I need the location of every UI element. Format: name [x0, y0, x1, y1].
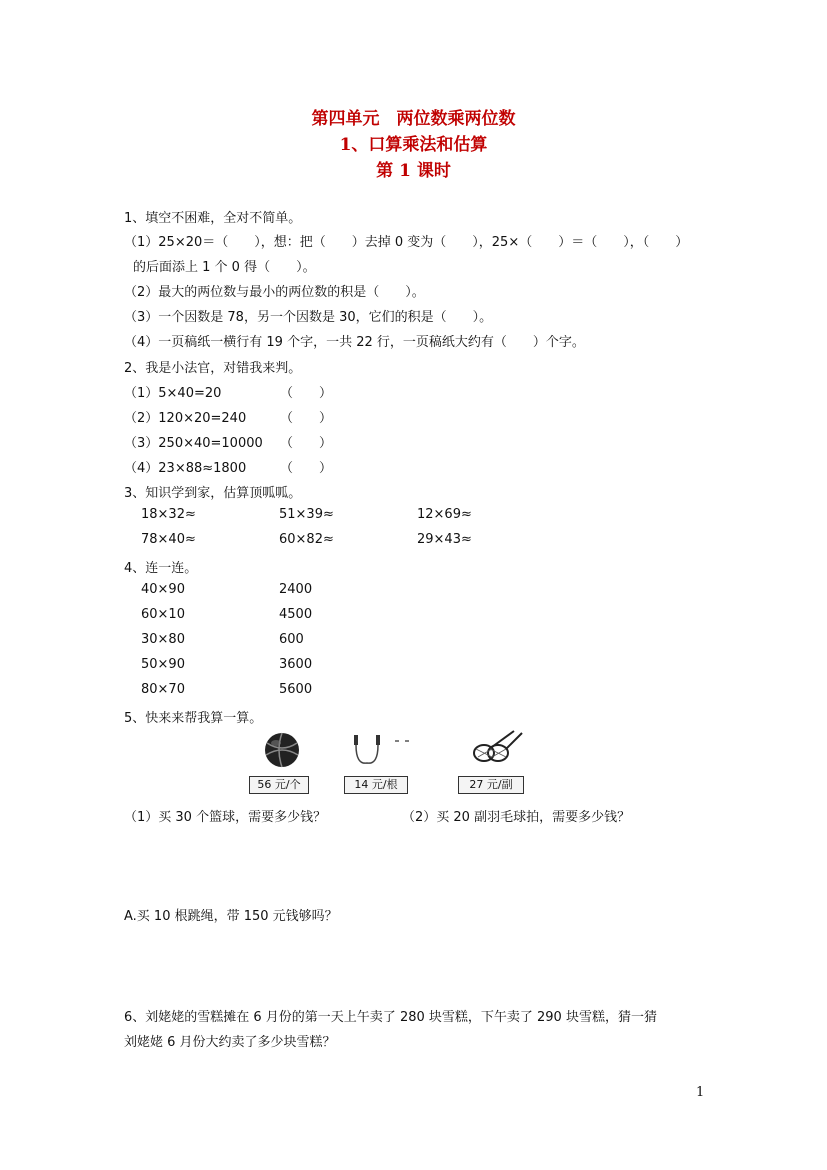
price-tag-basketball: 56 元/个	[249, 776, 309, 794]
q5-title: 5、快来来帮我算一算。	[124, 711, 263, 726]
q2-blank: （ ）	[280, 411, 333, 426]
q6-line1: 6、刘姥姥的雪糕摊在 6 月份的第一天上午卖了 280 块雪糕，下午卖了 290 块雪糕，猜一猜	[124, 1010, 657, 1025]
badminton-racket-icon	[468, 727, 528, 769]
q2-blank: （ ）	[280, 461, 333, 476]
q4-left-item: 40×90	[141, 582, 185, 597]
q1-item1a: （1）25×20＝（ ），想：把（ ）去掉 0 变为（ ），25×（ ）＝（ ），（ ）	[124, 235, 689, 250]
q4-right-item: 600	[279, 632, 304, 647]
q3-expr: 12×69≈	[417, 507, 472, 522]
q3-expr: 60×82≈	[279, 532, 334, 547]
q2-expr: （2）120×20=240	[124, 411, 247, 426]
q1-item1b: 的后面添上 1 个 0 得（ ）。	[133, 260, 316, 275]
q4-right-item: 5600	[279, 682, 313, 697]
q4-left-item: 60×10	[141, 607, 185, 622]
q3-expr: 78×40≈	[141, 532, 196, 547]
q2-expr: （1）5×40=20	[124, 386, 222, 401]
q4-right-item: 3600	[279, 657, 313, 672]
q1-item4: （4）一页稿纸一横行有 19 个字，一共 22 行，一页稿纸大约有（ ）个字。	[124, 335, 585, 350]
q1-item3: （3）一个因数是 78，另一个因数是 30，它们的积是（ ）。	[124, 310, 493, 325]
basketball-icon	[258, 731, 306, 769]
q2-expr: （3）250×40=10000	[124, 436, 263, 451]
q2-title: 2、我是小法官，对错我来判。	[124, 361, 302, 376]
q4-title: 4、连一连。	[124, 561, 198, 576]
q2-blank: （ ）	[280, 386, 333, 401]
q3-title: 3、知识学到家，估算顶呱呱。	[124, 486, 302, 501]
page-number: 1	[696, 1085, 705, 1100]
q1-item2: （2）最大的两位数与最小的两位数的积是（ ）。	[124, 285, 425, 300]
q2-expr: （4）23×88≈1800	[124, 461, 247, 476]
q6-line2: 刘姥姥 6 月份大约卖了多少块雪糕？	[124, 1035, 336, 1050]
q1-title: 1、填空不困难，全对不简单。	[124, 211, 302, 226]
price-tag-jump-rope: 14 元/根	[344, 776, 408, 794]
unit-title: 第四单元 两位数乘两位数	[311, 109, 516, 129]
period-title: 第 1 课时	[376, 161, 451, 181]
q5-sub2: （2）买 20 副羽毛球拍，需要多少钱？	[402, 810, 631, 825]
q3-expr: 51×39≈	[279, 507, 334, 522]
q4-left-item: 30×80	[141, 632, 185, 647]
lesson-title: 1、口算乘法和估算	[339, 135, 488, 155]
q3-expr: 29×43≈	[417, 532, 472, 547]
q4-right-item: 4500	[279, 607, 313, 622]
q5-subA: A.买 10 根跳绳，带 150 元钱够吗？	[124, 909, 338, 924]
q5-sub1: （1）买 30 个篮球，需要多少钱？	[124, 810, 327, 825]
price-tag-racket: 27 元/副	[458, 776, 524, 794]
q2-blank: （ ）	[280, 436, 333, 451]
q3-expr: 18×32≈	[141, 507, 196, 522]
q4-left-item: 50×90	[141, 657, 185, 672]
q4-left-item: 80×70	[141, 682, 185, 697]
jump-rope-icon	[345, 729, 435, 769]
q4-right-item: 2400	[279, 582, 313, 597]
